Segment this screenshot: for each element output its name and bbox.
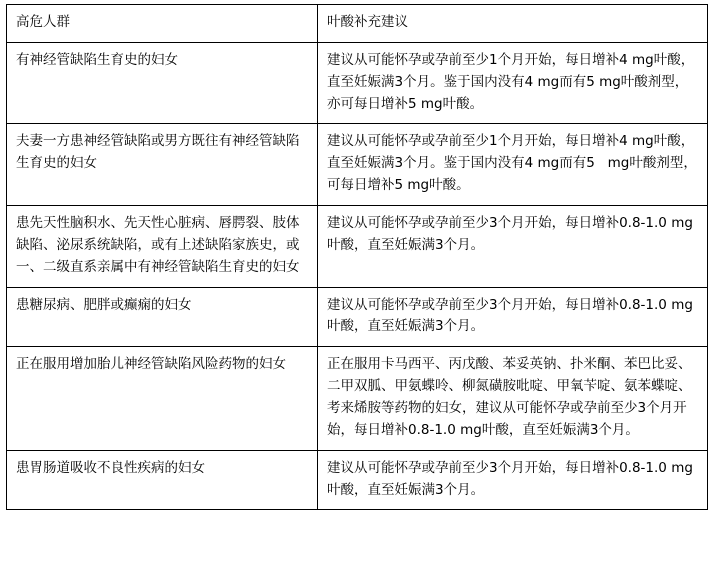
risk-group-text: 患胃肠道吸收不良性疾病的妇女: [16, 459, 205, 476]
table-body: [7, 42, 708, 510]
advice-text: 建议从可能怀孕或孕前至少3个月开始，每日增补0.8-1.0 mg叶酸，直至妊娠满3个月。: [327, 296, 693, 335]
risk-group-text: 患糖尿病、肥胖或癫痫的妇女: [16, 296, 192, 313]
column-header-advice-text: 叶酸补充建议: [327, 14, 408, 30]
cell-advice: [318, 124, 708, 206]
cell-risk-group: [7, 206, 318, 288]
column-header-risk-group: [7, 5, 318, 43]
risk-group-text: 有神经管缺陷生育史的妇女: [16, 51, 178, 68]
risk-group-text: 正在服用增加胎儿神经管缺陷风险药物的妇女: [16, 356, 286, 373]
cell-advice: [318, 347, 708, 450]
table-row: [7, 450, 708, 510]
cell-risk-group: [7, 347, 318, 450]
cell-advice: [318, 206, 708, 288]
folic-acid-recommendation-table: [6, 4, 708, 510]
cell-advice: [318, 42, 708, 124]
table-row: [7, 287, 708, 347]
column-header-advice: [318, 5, 708, 43]
cell-risk-group: [7, 287, 318, 347]
cell-risk-group: [7, 42, 318, 124]
table-row: [7, 124, 708, 206]
cell-risk-group: [7, 450, 318, 510]
table-header-row: [7, 5, 708, 43]
table-row: [7, 347, 708, 450]
advice-text: 建议从可能怀孕或孕前至少3个月开始，每日增补0.8-1.0 mg叶酸，直至妊娠满3个月。: [327, 459, 693, 498]
cell-advice: [318, 287, 708, 347]
advice-text: 建议从可能怀孕或孕前至少3个月开始，每日增补0.8-1.0 mg叶酸，直至妊娠满3个月。: [327, 215, 693, 253]
table-row: [7, 206, 708, 288]
document-page: [0, 4, 709, 587]
risk-group-text: 夫妻一方患神经管缺陷或男方既往有神经管缺陷生育史的妇女: [16, 133, 300, 172]
cell-advice: [318, 450, 708, 510]
cell-risk-group: [7, 124, 318, 206]
column-header-risk-group-text: 高危人群: [16, 14, 70, 30]
advice-text: 建议从可能怀孕或孕前至少1个月开始，每日增补4 mg叶酸，直至妊娠满3个月。鉴于国内没有4 mg而有5 mg叶酸剂型，可每日增补5 mg叶酸。: [327, 133, 697, 194]
table-header: [7, 5, 708, 43]
advice-text: 建议从可能怀孕或孕前至少1个月开始，每日增补4 mg叶酸，直至妊娠满3个月。鉴于国内没有4 mg而有5 mg叶酸剂型，亦可每日增补5 mg叶酸。: [327, 51, 695, 112]
table-row: [7, 42, 708, 124]
advice-text: 正在服用卡马西平、丙戊酸、苯妥英钠、扑米酮、苯巴比妥、二甲双胍、甲氨蝶呤、柳氮磺胺吡啶、甲氧苄啶、氨苯蝶啶、考来烯胺等药物的妇女，建议从可能怀孕或孕前至少3个月开始，每日增补0.8-1.0 mg叶酸，直至妊娠满3个月。: [327, 356, 692, 438]
risk-group-text: 患先天性脑积水、先天性心脏病、唇腭裂、肢体缺陷、泌尿系统缺陷，或有上述缺陷家族史，或一、二级直系亲属中有神经管缺陷生育史的妇女: [16, 215, 300, 275]
